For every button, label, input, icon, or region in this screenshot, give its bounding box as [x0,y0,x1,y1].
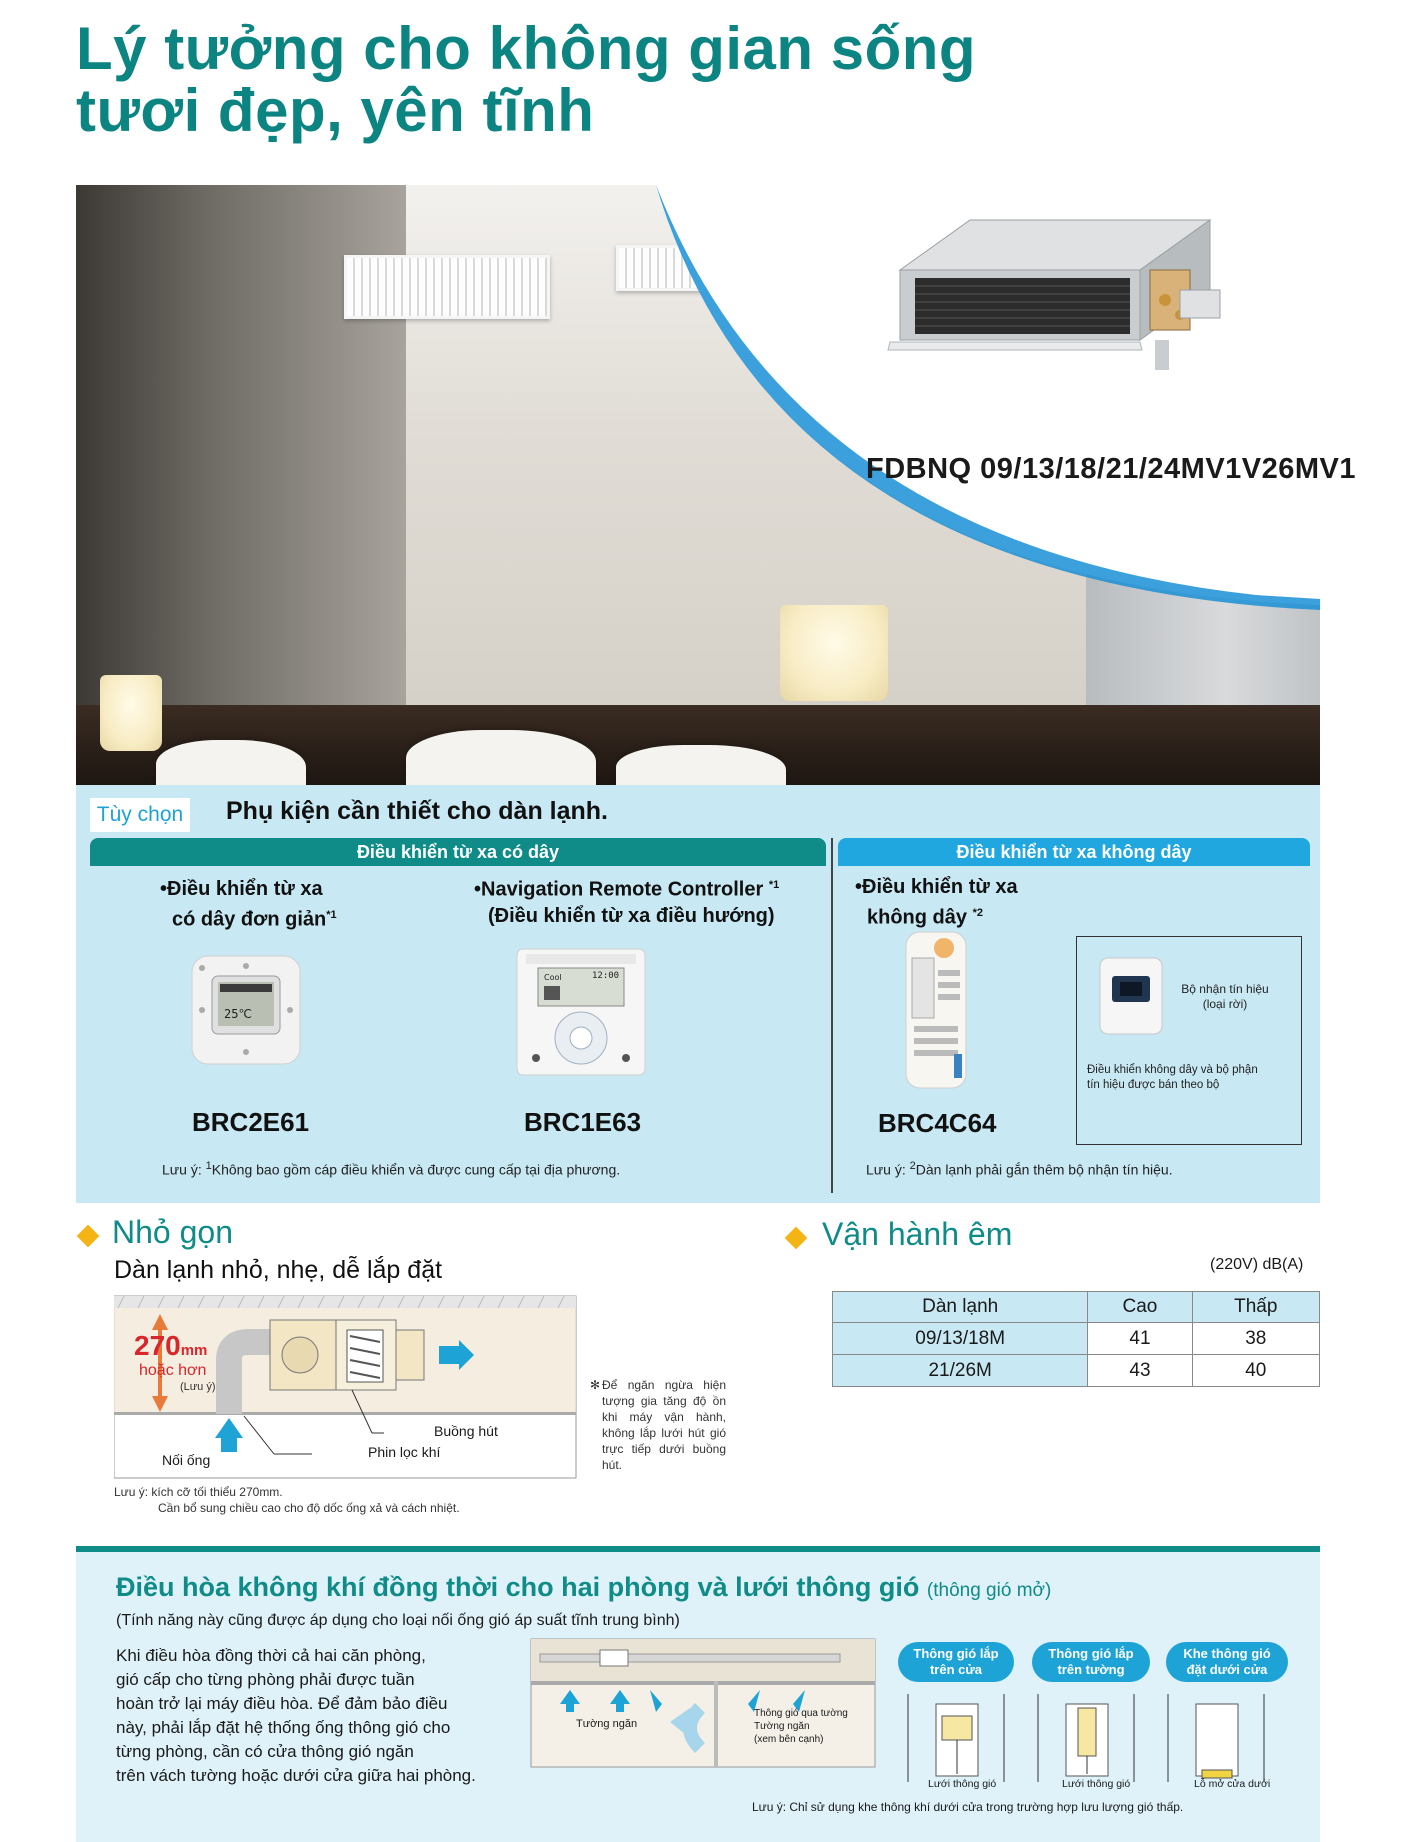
dual-room-subnote: (Tính năng này cũng được áp dụng cho loại nối ống gió áp suất tĩnh trung bình) [116,1612,680,1629]
accessory-item-1-line-1: •Điều khiển từ xa [160,878,323,900]
wireless-note [866,1160,1173,1178]
accessory-item-1-model: BRC2E61 [192,1107,310,1137]
label-via-wall-line-1: Thông gió qua tường [754,1708,848,1719]
yellow-diamond-icon [77,1225,100,1248]
paragraph-line: này, phải lắp đặt hệ thống ống thông gió cho [116,1718,451,1737]
table-row [833,1355,1320,1387]
label-air-filter: Phin lọc khí [368,1444,441,1460]
yellow-diamond-icon [785,1227,808,1250]
table-cell: 09/13/18M [833,1323,1088,1355]
noise-level-table [832,1291,1320,1387]
dual-room-paragraph [116,1644,476,1788]
compact-note-2: Cần bổ sung chiều cao cho độ dốc ống xả và cách nhiệt. [158,1501,460,1515]
accessory-item-2-model: BRC1E63 [524,1107,642,1137]
accessory-item-3-model: BRC4C64 [878,1108,997,1138]
ducted-indoor-unit-image [880,210,1280,410]
brc1e63-screen-time: 12:00 [592,971,620,981]
table-header-row [833,1292,1320,1323]
accessory-item-2-label [474,872,779,929]
ventilation-options-diagram [902,1692,1292,1788]
wired-remote-bar: Điều khiển từ xa có dây [90,838,826,866]
receiver-label [1160,982,1290,1012]
footnote-mark: 1 [205,1160,212,1172]
brc2e61-remote-image [190,954,302,1066]
dimension-unit: mm [180,1342,208,1359]
label-via-wall-line-2: Tường ngăn [754,1721,810,1732]
page-title [76,15,977,144]
wired-note [162,1160,620,1178]
table-cell: 40 [1192,1355,1319,1387]
option-3-caption: Lỗ mở cửa dưới [1194,1778,1271,1790]
pill-line-2: trên cửa [929,1662,983,1677]
table-cell: 21/26M [833,1355,1088,1387]
title-line-2: tươi đẹp, yên tĩnh [76,77,595,144]
receiver-label-line-2: (loại rời) [1202,997,1248,1011]
pill-line-2: đặt dưới cửa [1186,1662,1268,1677]
accessories-heading: Phụ kiện cần thiết cho dàn lạnh. [226,797,608,825]
accessory-item-3-line-1: •Điều khiển từ xa [855,876,1018,898]
paragraph-line: từng phòng, cần có cửa thông gió ngăn [116,1742,414,1761]
pill-line-2: trên tường [1057,1662,1125,1677]
dimension-value: 270 [134,1330,181,1361]
option-door-vent-pill [898,1642,1014,1682]
option-under-door-pill [1166,1642,1288,1682]
brc1e63-screen-mode: Cool [544,973,562,982]
wired-note-text: Không bao gồm cáp điều khiển và được cung cấp tại địa phương. [211,1161,621,1178]
accessory-item-3-line-2 [855,900,1018,931]
paragraph-line: trên vách tường hoặc dưới cửa giữa hai phòng. [116,1766,476,1785]
table-header: Cao [1088,1292,1192,1323]
accessory-item-2-line-1 [474,872,779,903]
indoor-unit-model-name: FDBNQ 09/13/18/21/24MV1V26MV1 [866,453,1357,485]
table-header: Thấp [1192,1292,1319,1323]
dimension-or-more: hoặc hơn [139,1362,207,1379]
receiver-note-line-2: tín hiệu được bán theo bộ [1087,1079,1220,1091]
paragraph-line: Khi điều hòa đồng thời cả hai căn phòng, [116,1646,426,1665]
optional-tag: Tùy chọn [90,798,190,832]
receiver-label-line-1: Bộ nhận tín hiệu [1181,982,1269,996]
dual-room-footnote: Lưu ý: Chỉ sử dụng khe thông khí dưới cửa trong trường hợp lưu lượng gió thấp. [752,1800,1184,1814]
receiver-note [1087,1063,1258,1093]
footnote-mark: 2 [909,1160,916,1172]
footnote-mark: *1 [326,909,337,921]
paragraph-line: hoàn trở lại máy điều hòa. Để đảm bảo điều [116,1694,448,1713]
pill-line-1: Thông gió lắp [1048,1646,1134,1661]
label-suction-chamber: Buồng hút [434,1423,498,1439]
signal-receiver-image [1098,956,1164,1036]
brc4c64-remote-image [904,930,968,1090]
side-note: Để ngăn ngừa hiện tượng gia tăng độ ồn khi máy vận hành, không lắp lưới hút gió trực tiếp dưới buồng hút. [602,1378,726,1472]
compact-note-1: Lưu ý: kích cỡ tối thiểu 270mm. [114,1485,283,1499]
compact-subheading: Dàn lạnh nhỏ, nhẹ, dễ lắp đặt [114,1256,443,1284]
wired-note-prefix: Lưu ý: [162,1161,206,1178]
quiet-heading: Vận hành êm [822,1216,1013,1252]
wireless-note-text: Dàn lạnh phải gắn thêm bộ nhận tín hiệu. [915,1161,1173,1178]
accessories-divider [831,838,833,1193]
table-cell: 43 [1088,1355,1192,1387]
option-2-caption: Lưới thông gió [1062,1778,1131,1790]
accessory-item-1-label [160,876,337,933]
accessory-item-2-line-1-text: •Navigation Remote Controller [474,878,764,901]
table-row [833,1323,1320,1355]
pill-line-1: Khe thông gió [1183,1646,1271,1661]
option-1-caption: Lưới thông gió [928,1778,997,1790]
table-header: Dàn lạnh [833,1292,1088,1323]
dual-room-heading [116,1572,1051,1603]
label-duct-connection: Nối ống [162,1452,211,1468]
table-cell: 38 [1192,1323,1319,1355]
compact-heading: Nhỏ gọn [112,1214,233,1250]
label-via-wall [754,1707,848,1746]
dual-room-heading-note: (thông gió mở) [926,1580,1052,1601]
dimension-270 [134,1330,207,1362]
accessory-item-3-line-2-text: không dây [867,906,968,929]
label-via-wall-line-3: (xem bên cạnh) [754,1734,824,1745]
paragraph-line: gió cấp cho từng phòng phải được tuần [116,1670,415,1689]
side-note-mark: ✻ [590,1378,601,1392]
dual-room-heading-text: Điều hòa không khí đồng thời cho hai phòng và lưới thông gió [116,1572,920,1602]
title-line-1: Lý tưởng cho không gian sống [76,15,977,82]
receiver-note-line-1: Điều khiển không dây và bộ phận [1087,1064,1258,1076]
wireless-remote-bar: Điều khiển từ xa không dây [838,838,1310,866]
noise-unit-note: (220V) dB(A) [1210,1256,1304,1273]
accessory-item-1-line-2-text: có dây đơn giản [172,908,327,931]
option-wall-vent-pill [1032,1642,1150,1682]
table-cell: 41 [1088,1323,1192,1355]
brc2e61-screen-text: 25℃ [224,1007,252,1021]
pill-line-1: Thông gió lắp [913,1646,999,1661]
label-partition-wall: Tường ngăn [576,1718,638,1730]
wireless-note-prefix: Lưu ý: [866,1161,910,1178]
accessory-item-1-line-2 [160,902,337,933]
brc1e63-remote-image [516,948,646,1076]
dimension-note: (Lưu ý) [180,1381,216,1393]
two-room-airflow-diagram [530,1638,876,1768]
footnote-mark: *1 [768,879,780,891]
footnote-mark: *2 [972,907,983,919]
accessory-item-2-line-2: (Điều khiển từ xa điều hướng) [488,904,775,927]
accessory-item-3-label [855,874,1018,931]
